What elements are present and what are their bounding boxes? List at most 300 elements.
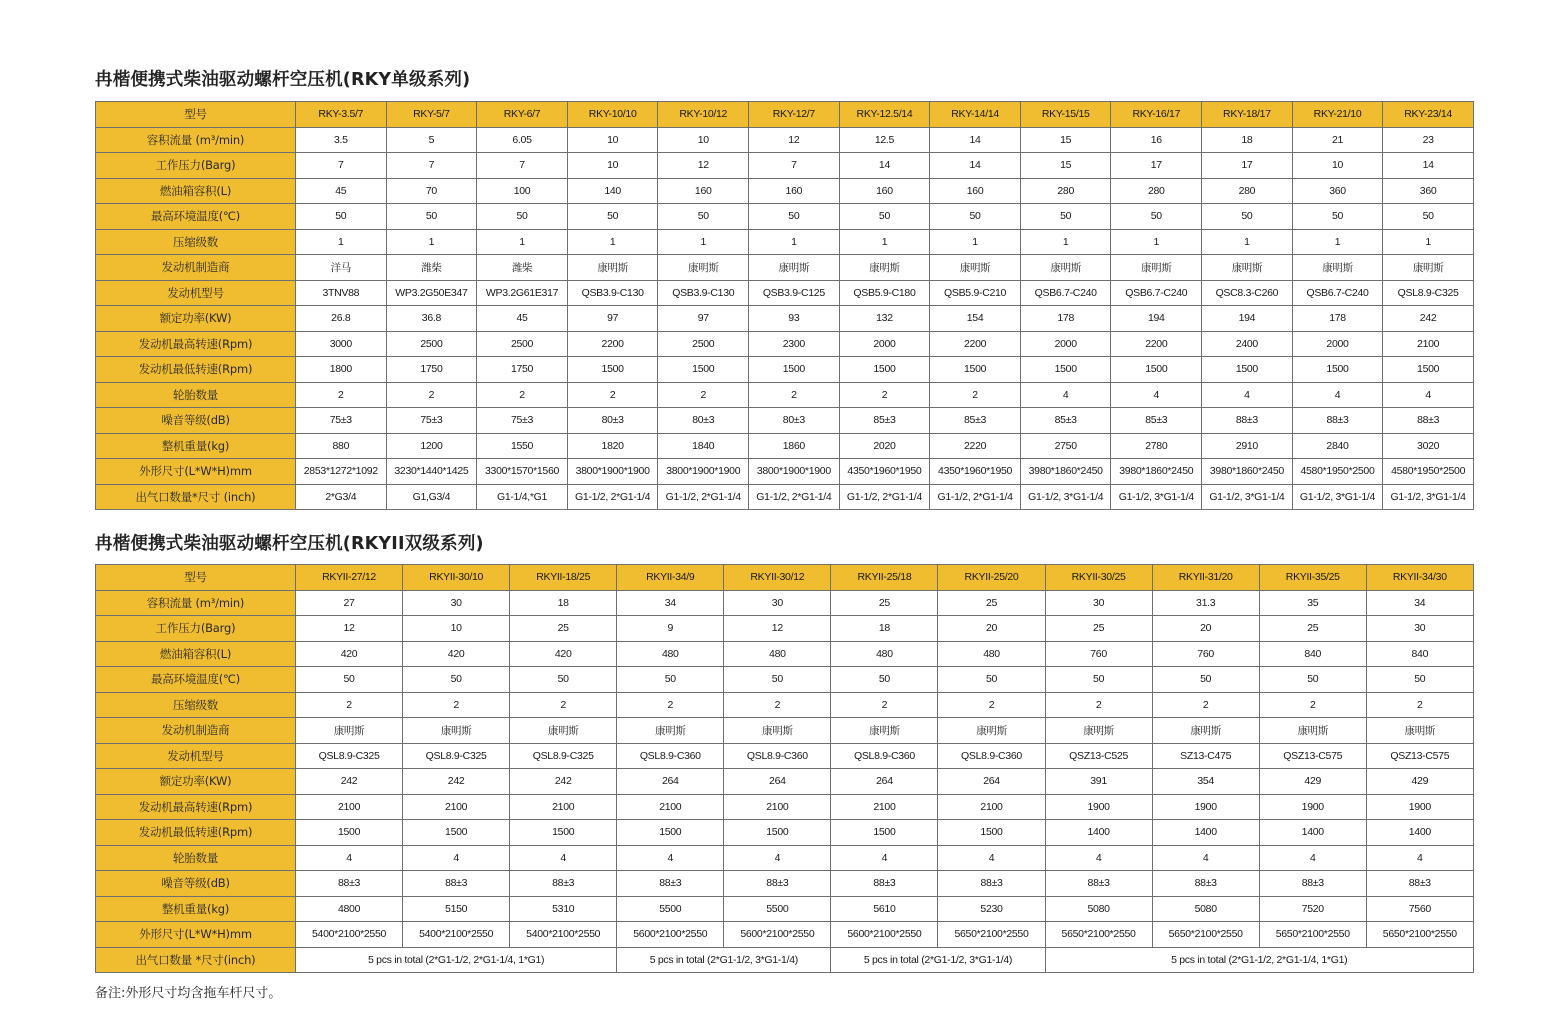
table-cell: 75±3 xyxy=(296,408,387,434)
table-cell: 50 xyxy=(296,667,403,693)
table-cell: 5500 xyxy=(617,896,724,922)
model-header-cell: RKY-10/10 xyxy=(567,102,658,128)
table-cell: 1500 xyxy=(1111,357,1202,383)
table-cell: 360 xyxy=(1292,178,1383,204)
table-cell: 1 xyxy=(1383,229,1474,255)
table-row xyxy=(96,459,1474,485)
row-label: 整机重量(kg) xyxy=(96,896,296,922)
table-cell: 10 xyxy=(658,127,749,153)
table-cell: 4350*1960*1950 xyxy=(930,459,1021,485)
row-label: 发动机型号 xyxy=(96,743,296,769)
table1-title: 冉楷便携式柴油驱动螺杆空压机(RKY单级系列) xyxy=(95,70,471,90)
outlet-group-cell: 5 pcs in total (2*G1-1/2, 3*G1-1/4) xyxy=(831,947,1045,973)
table-cell: 45 xyxy=(296,178,387,204)
table-cell: G1-1/4,*G1 xyxy=(477,484,568,510)
table-cell: 480 xyxy=(938,641,1045,667)
table2-title: 冉楷便携式柴油驱动螺杆空压机(RKYII双级系列) xyxy=(95,534,484,554)
table-cell: 3800*1900*1900 xyxy=(567,459,658,485)
table-cell: 50 xyxy=(1383,204,1474,230)
table-cell: 康明斯 xyxy=(831,718,938,744)
table-cell: 1 xyxy=(1292,229,1383,255)
table-cell: 5 xyxy=(386,127,477,153)
table-cell: QSL8.9-C325 xyxy=(296,743,403,769)
table-cell: 康明斯 xyxy=(1202,255,1293,281)
table-cell: 康明斯 xyxy=(1383,255,1474,281)
table-cell: 3.5 xyxy=(296,127,387,153)
model-header-cell: RKYII-31/20 xyxy=(1152,565,1259,591)
table-cell: QSB5.9-C180 xyxy=(839,280,930,306)
table-cell: QSB6.7-C240 xyxy=(1111,280,1202,306)
table-cell: 康明斯 xyxy=(403,718,510,744)
table-cell: 391 xyxy=(1045,769,1152,795)
table-cell: 88±3 xyxy=(1202,408,1293,434)
table-cell: 4800 xyxy=(296,896,403,922)
table-cell: 14 xyxy=(1383,153,1474,179)
table-cell: 80±3 xyxy=(658,408,749,434)
table-cell: 1500 xyxy=(839,357,930,383)
table-cell: 1750 xyxy=(386,357,477,383)
table-cell: 潍柴 xyxy=(386,255,477,281)
table-cell: 1 xyxy=(477,229,568,255)
table-cell: 31.3 xyxy=(1152,590,1259,616)
table-cell: 100 xyxy=(477,178,568,204)
table-cell: 18 xyxy=(831,616,938,642)
table-cell: QSB6.7-C240 xyxy=(1020,280,1111,306)
table-cell: 25 xyxy=(831,590,938,616)
table-cell: 2 xyxy=(839,382,930,408)
table-cell: 1500 xyxy=(724,820,831,846)
table-row xyxy=(96,408,1474,434)
row-label: 发动机型号 xyxy=(96,280,296,306)
table-cell: 2840 xyxy=(1292,433,1383,459)
table-cell: 1 xyxy=(658,229,749,255)
table-row xyxy=(96,845,1474,871)
table-cell: 88±3 xyxy=(1152,871,1259,897)
table-cell: 1400 xyxy=(1259,820,1366,846)
table-row xyxy=(96,178,1474,204)
table-cell: 康明斯 xyxy=(930,255,1021,281)
table-cell: 3800*1900*1900 xyxy=(658,459,749,485)
table-cell: 康明斯 xyxy=(724,718,831,744)
table-cell: 5600*2100*2550 xyxy=(831,922,938,948)
table-row xyxy=(96,769,1474,795)
table-cell: 康明斯 xyxy=(1366,718,1473,744)
model-header-cell: RKY-12.5/14 xyxy=(839,102,930,128)
model-header-cell: RKY-16/17 xyxy=(1111,102,1202,128)
table-cell: 1 xyxy=(1111,229,1202,255)
table-cell: 5400*2100*2550 xyxy=(510,922,617,948)
table-cell: 2100 xyxy=(831,794,938,820)
table-cell: 5080 xyxy=(1045,896,1152,922)
row-label: 出气口数量 *尺寸(inch) xyxy=(96,947,296,973)
table-cell: 50 xyxy=(831,667,938,693)
table-cell: 7 xyxy=(296,153,387,179)
table-cell: 4580*1950*2500 xyxy=(1292,459,1383,485)
row-label: 最高环境温度(℃) xyxy=(96,667,296,693)
table-cell: 2 xyxy=(831,692,938,718)
table-row xyxy=(96,794,1474,820)
table-row xyxy=(96,306,1474,332)
table-cell: 88±3 xyxy=(1383,408,1474,434)
table-cell: 2100 xyxy=(403,794,510,820)
row-label: 外形尺寸(L*W*H)mm xyxy=(96,922,296,948)
table-cell: 88±3 xyxy=(831,871,938,897)
table-row xyxy=(96,153,1474,179)
table-cell: 2220 xyxy=(930,433,1021,459)
table-cell: 4 xyxy=(1292,382,1383,408)
table-cell: 2 xyxy=(930,382,1021,408)
table-cell: 15 xyxy=(1020,127,1111,153)
table-cell: 4 xyxy=(296,845,403,871)
table-cell: 5650*2100*2550 xyxy=(1259,922,1366,948)
table-cell: 35 xyxy=(1259,590,1366,616)
table-cell: 1400 xyxy=(1045,820,1152,846)
table-cell: 3TNV88 xyxy=(296,280,387,306)
table-cell: 1500 xyxy=(617,820,724,846)
table-cell: 2 xyxy=(510,692,617,718)
table-cell: 1500 xyxy=(1020,357,1111,383)
table-cell: 2 xyxy=(296,692,403,718)
table-cell: 2020 xyxy=(839,433,930,459)
table-cell: 1 xyxy=(296,229,387,255)
row-label: 容积流量 (m³/min) xyxy=(96,127,296,153)
table-cell: 12 xyxy=(658,153,749,179)
table-cell: 康明斯 xyxy=(567,255,658,281)
table-cell: QSL8.9-C325 xyxy=(1383,280,1474,306)
table-cell: 康明斯 xyxy=(839,255,930,281)
table-cell: 16 xyxy=(1111,127,1202,153)
row-label: 压缩级数 xyxy=(96,692,296,718)
table-cell: 85±3 xyxy=(839,408,930,434)
table-cell: 1800 xyxy=(296,357,387,383)
table-cell: 264 xyxy=(831,769,938,795)
table-cell: 2750 xyxy=(1020,433,1111,459)
table-cell: 7560 xyxy=(1366,896,1473,922)
model-header-cell: RKY-3.5/7 xyxy=(296,102,387,128)
table-cell: 88±3 xyxy=(510,871,617,897)
model-header-cell: RKY-12/7 xyxy=(749,102,840,128)
table-cell: 3980*1860*2450 xyxy=(1202,459,1293,485)
row-label: 轮胎数量 xyxy=(96,382,296,408)
table-cell: 242 xyxy=(1383,306,1474,332)
table-cell: 5650*2100*2550 xyxy=(1152,922,1259,948)
table-cell: QSL8.9-C360 xyxy=(938,743,1045,769)
table-cell: 5650*2100*2550 xyxy=(1045,922,1152,948)
table-cell: 3000 xyxy=(296,331,387,357)
table-cell: 480 xyxy=(831,641,938,667)
table-cell: 160 xyxy=(930,178,1021,204)
table-cell: 760 xyxy=(1152,641,1259,667)
table-cell: 50 xyxy=(386,204,477,230)
table-cell: 50 xyxy=(1152,667,1259,693)
table-row xyxy=(96,641,1474,667)
table-cell: 264 xyxy=(724,769,831,795)
table-cell: 17 xyxy=(1111,153,1202,179)
model-header-cell: RKYII-25/18 xyxy=(831,565,938,591)
model-header-cell: RKYII-34/30 xyxy=(1366,565,1473,591)
table-cell: 2 xyxy=(386,382,477,408)
table-row xyxy=(96,280,1474,306)
table-cell: 12 xyxy=(749,127,840,153)
table-cell: 2 xyxy=(567,382,658,408)
table-cell: 1500 xyxy=(403,820,510,846)
table-cell: 1200 xyxy=(386,433,477,459)
table-cell: 4 xyxy=(1366,845,1473,871)
table-cell: 88±3 xyxy=(938,871,1045,897)
table-cell: 14 xyxy=(930,127,1021,153)
table-cell: 50 xyxy=(839,204,930,230)
table-cell: 1820 xyxy=(567,433,658,459)
table-cell: 88±3 xyxy=(617,871,724,897)
table-cell: 1500 xyxy=(510,820,617,846)
table-cell: 132 xyxy=(839,306,930,332)
table-cell: 88±3 xyxy=(724,871,831,897)
table-row xyxy=(96,718,1474,744)
table-cell: 1840 xyxy=(658,433,749,459)
table-row xyxy=(96,229,1474,255)
table-cell: 1500 xyxy=(749,357,840,383)
table-cell: 3020 xyxy=(1383,433,1474,459)
table-cell: WP3.2G50E347 xyxy=(386,280,477,306)
table-cell: 354 xyxy=(1152,769,1259,795)
table-cell: 1400 xyxy=(1152,820,1259,846)
table-cell: 4 xyxy=(1152,845,1259,871)
table-cell: 1500 xyxy=(567,357,658,383)
table-cell: 3980*1860*2450 xyxy=(1111,459,1202,485)
table-cell: 1500 xyxy=(930,357,1021,383)
table-cell: 10 xyxy=(567,127,658,153)
table-cell: 50 xyxy=(930,204,1021,230)
table-cell: QSC8.3-C260 xyxy=(1202,280,1293,306)
table-cell: 50 xyxy=(296,204,387,230)
table-cell: 1750 xyxy=(477,357,568,383)
table-cell: 2 xyxy=(1366,692,1473,718)
table-cell: 34 xyxy=(1366,590,1473,616)
table-row xyxy=(96,820,1474,846)
table-row xyxy=(96,433,1474,459)
table-cell: 4 xyxy=(1202,382,1293,408)
table-cell: QSL8.9-C360 xyxy=(617,743,724,769)
table-cell: 康明斯 xyxy=(1020,255,1111,281)
table-cell: 2100 xyxy=(938,794,1045,820)
table-cell: 25 xyxy=(938,590,1045,616)
table-cell: G1,G3/4 xyxy=(386,484,477,510)
table-cell: 34 xyxy=(617,590,724,616)
table-cell: 1900 xyxy=(1152,794,1259,820)
table-cell: 5310 xyxy=(510,896,617,922)
table-cell: G1-1/2, 3*G1-1/4 xyxy=(1111,484,1202,510)
table-cell: 1500 xyxy=(296,820,403,846)
table-cell: 85±3 xyxy=(1020,408,1111,434)
table-cell: 25 xyxy=(510,616,617,642)
table-cell: QSB5.9-C210 xyxy=(930,280,1021,306)
table-cell: 360 xyxy=(1383,178,1474,204)
table-cell: 420 xyxy=(296,641,403,667)
table-cell: 2*G3/4 xyxy=(296,484,387,510)
table-cell: 420 xyxy=(510,641,617,667)
table-cell: 5610 xyxy=(831,896,938,922)
table-cell: 140 xyxy=(567,178,658,204)
table-cell: WP3.2G61E317 xyxy=(477,280,568,306)
table-cell: 3800*1900*1900 xyxy=(749,459,840,485)
table-row xyxy=(96,590,1474,616)
table-cell: 50 xyxy=(749,204,840,230)
row-label: 轮胎数量 xyxy=(96,845,296,871)
table-cell: 85±3 xyxy=(1111,408,1202,434)
table-cell: 25 xyxy=(1259,616,1366,642)
table-cell: 50 xyxy=(510,667,617,693)
table-cell: QSB6.7-C240 xyxy=(1292,280,1383,306)
row-label: 噪音等级(dB) xyxy=(96,871,296,897)
table-cell: 1860 xyxy=(749,433,840,459)
table-cell: 7520 xyxy=(1259,896,1366,922)
row-label: 发动机最高转速(Rpm) xyxy=(96,331,296,357)
row-label: 型号 xyxy=(96,565,296,591)
table-cell: 4 xyxy=(1383,382,1474,408)
table-cell: QSZ13-C575 xyxy=(1259,743,1366,769)
table-cell: 潍柴 xyxy=(477,255,568,281)
row-label: 工作压力(Barg) xyxy=(96,616,296,642)
model-header-cell: RKYII-27/12 xyxy=(296,565,403,591)
table-cell: 4 xyxy=(1111,382,1202,408)
table-cell: G1-1/2, 3*G1-1/4 xyxy=(1020,484,1111,510)
table-cell: 康明斯 xyxy=(938,718,1045,744)
table-cell: 27 xyxy=(296,590,403,616)
table-cell: G1-1/2, 2*G1-1/4 xyxy=(658,484,749,510)
row-label: 额定功率(KW) xyxy=(96,769,296,795)
table-cell: 840 xyxy=(1259,641,1366,667)
table-cell: 1550 xyxy=(477,433,568,459)
table-cell: 康明斯 xyxy=(1259,718,1366,744)
table-cell: 14 xyxy=(930,153,1021,179)
table-cell: 2 xyxy=(724,692,831,718)
table-cell: 50 xyxy=(567,204,658,230)
table-row xyxy=(96,667,1474,693)
table-cell: 2 xyxy=(1259,692,1366,718)
table-cell: 1 xyxy=(930,229,1021,255)
row-label: 额定功率(KW) xyxy=(96,306,296,332)
outlet-group-cell: 5 pcs in total (2*G1-1/2, 2*G1-1/4, 1*G1) xyxy=(296,947,617,973)
table-cell: 280 xyxy=(1202,178,1293,204)
table-cell: 4 xyxy=(510,845,617,871)
table-cell: QSL8.9-C360 xyxy=(724,743,831,769)
table-cell: 760 xyxy=(1045,641,1152,667)
table-cell: 2780 xyxy=(1111,433,1202,459)
table-row xyxy=(96,331,1474,357)
table-cell: 1400 xyxy=(1366,820,1473,846)
table-cell: 康明斯 xyxy=(617,718,724,744)
table-cell: 30 xyxy=(403,590,510,616)
table-cell: QSL8.9-C360 xyxy=(831,743,938,769)
table-row xyxy=(96,357,1474,383)
table-row xyxy=(96,922,1474,948)
table-cell: 242 xyxy=(296,769,403,795)
table-header-row xyxy=(96,565,1474,591)
table-cell: 2 xyxy=(1152,692,1259,718)
table-cell: 3230*1440*1425 xyxy=(386,459,477,485)
table-cell: 50 xyxy=(658,204,749,230)
table-row xyxy=(96,896,1474,922)
model-header-cell: RKYII-30/25 xyxy=(1045,565,1152,591)
table-cell: 4 xyxy=(1045,845,1152,871)
table-cell: 18 xyxy=(510,590,617,616)
table-cell: 2 xyxy=(1045,692,1152,718)
table-cell: 80±3 xyxy=(567,408,658,434)
table-cell: 4 xyxy=(724,845,831,871)
table-cell: 康明斯 xyxy=(1111,255,1202,281)
table-cell: 242 xyxy=(403,769,510,795)
table-cell: 880 xyxy=(296,433,387,459)
table-cell: 2910 xyxy=(1202,433,1293,459)
table-cell: 5500 xyxy=(724,896,831,922)
table-cell: 178 xyxy=(1292,306,1383,332)
row-label: 压缩级数 xyxy=(96,229,296,255)
table-cell: 88±3 xyxy=(1292,408,1383,434)
table-cell: 30 xyxy=(1366,616,1473,642)
row-label: 燃油箱容积(L) xyxy=(96,641,296,667)
table-cell: 10 xyxy=(567,153,658,179)
table-cell: 4 xyxy=(1259,845,1366,871)
table-cell: 18 xyxy=(1202,127,1293,153)
row-label: 容积流量 (m³/min) xyxy=(96,590,296,616)
model-header-cell: RKYII-18/25 xyxy=(510,565,617,591)
table-cell: 70 xyxy=(386,178,477,204)
table-cell: 3980*1860*2450 xyxy=(1020,459,1111,485)
table-cell: 97 xyxy=(658,306,749,332)
table-cell: 4 xyxy=(1020,382,1111,408)
table-cell: 6.05 xyxy=(477,127,568,153)
table-cell: 25 xyxy=(1045,616,1152,642)
table-cell: 178 xyxy=(1020,306,1111,332)
table-cell: 1 xyxy=(749,229,840,255)
row-label: 噪音等级(dB) xyxy=(96,408,296,434)
table-cell: 1 xyxy=(839,229,930,255)
row-label: 外形尺寸(L*W*H)mm xyxy=(96,459,296,485)
table-cell: 2 xyxy=(617,692,724,718)
table-cell: QSL8.9-C325 xyxy=(510,743,617,769)
table-cell: 2200 xyxy=(930,331,1021,357)
table-cell: 280 xyxy=(1020,178,1111,204)
table-cell: 50 xyxy=(403,667,510,693)
table-cell: 5600*2100*2550 xyxy=(617,922,724,948)
table-cell: 康明斯 xyxy=(510,718,617,744)
row-label: 出气口数量*尺寸 (inch) xyxy=(96,484,296,510)
table-cell: SZ13-C475 xyxy=(1152,743,1259,769)
table-cell: 50 xyxy=(477,204,568,230)
table-cell: 88±3 xyxy=(1259,871,1366,897)
outlet-group-cell: 5 pcs in total (2*G1-1/2, 2*G1-1/4, 1*G1) xyxy=(1045,947,1473,973)
table-cell: 4 xyxy=(938,845,1045,871)
table-cell: 5650*2100*2550 xyxy=(938,922,1045,948)
table-cell: 14 xyxy=(839,153,930,179)
table-cell: 15 xyxy=(1020,153,1111,179)
table-cell: 88±3 xyxy=(1045,871,1152,897)
table-cell: 480 xyxy=(724,641,831,667)
model-header-cell: RKYII-25/20 xyxy=(938,565,1045,591)
table-cell: 50 xyxy=(1111,204,1202,230)
table-cell: 88±3 xyxy=(403,871,510,897)
table-cell: 2 xyxy=(296,382,387,408)
row-label: 型号 xyxy=(96,102,296,128)
table-cell: 2500 xyxy=(386,331,477,357)
model-header-cell: RKY-23/14 xyxy=(1383,102,1474,128)
model-header-cell: RKY-10/12 xyxy=(658,102,749,128)
table-cell: 194 xyxy=(1202,306,1293,332)
table-cell: 7 xyxy=(749,153,840,179)
table-cell: 264 xyxy=(617,769,724,795)
table-cell: 1900 xyxy=(1366,794,1473,820)
table-cell: 7 xyxy=(386,153,477,179)
